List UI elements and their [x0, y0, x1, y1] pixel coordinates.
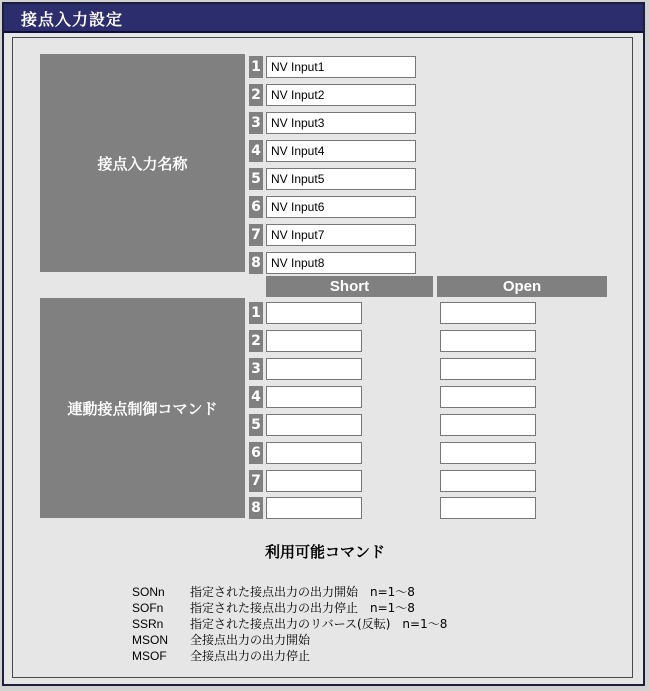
command-row-number: 8 [249, 497, 263, 519]
input-name-field-6[interactable] [266, 196, 416, 218]
input-name-field-1[interactable] [266, 56, 416, 78]
short-command-field-4[interactable] [266, 386, 362, 408]
input-name-number: 6 [249, 196, 263, 218]
input-name-label: 接点入力名称 [40, 54, 245, 272]
command-row-number: 2 [249, 330, 263, 352]
command-row-number: 4 [249, 386, 263, 408]
command-code: MSOF [132, 649, 167, 663]
command-description: 全接点出力の出力停止 [190, 649, 311, 663]
open-command-field-2[interactable] [440, 330, 536, 352]
command-help-row [132, 615, 447, 632]
available-commands-title: 利用可能コマンド [264, 543, 385, 561]
short-command-field-1[interactable] [266, 302, 362, 324]
input-name-number: 1 [249, 56, 263, 78]
linked-command-label: 連動接点制御コマンド [40, 298, 245, 518]
command-row-number: 3 [249, 358, 263, 380]
command-code: SOFn [132, 601, 164, 615]
input-name-field-2[interactable] [266, 84, 416, 106]
short-command-field-3[interactable] [266, 358, 362, 380]
input-name-number: 7 [249, 224, 263, 246]
open-column-header: Open [437, 276, 607, 297]
command-code: MSON [132, 633, 168, 647]
command-description: 全接点出力の出力開始 [190, 633, 311, 647]
input-name-field-3[interactable] [266, 112, 416, 134]
command-help-row [132, 583, 415, 600]
command-help-row [132, 599, 415, 616]
panel-title: 接点入力設定 [21, 10, 124, 29]
input-name-number: 8 [249, 252, 263, 274]
open-command-field-1[interactable] [440, 302, 536, 324]
open-command-field-4[interactable] [440, 386, 536, 408]
command-description: 指定された接点出力の出力開始 n=1～8 [190, 585, 415, 599]
command-help-row [132, 631, 310, 648]
open-command-field-5[interactable] [440, 414, 536, 436]
command-row-number: 7 [249, 470, 263, 492]
input-name-number: 3 [249, 112, 263, 134]
short-command-field-5[interactable] [266, 414, 362, 436]
input-name-field-5[interactable] [266, 168, 416, 190]
command-code: SONn [132, 585, 165, 599]
short-command-field-2[interactable] [266, 330, 362, 352]
command-code: SSRn [132, 617, 164, 631]
short-command-field-6[interactable] [266, 442, 362, 464]
short-command-field-8[interactable] [266, 497, 362, 519]
input-name-number: 4 [249, 140, 263, 162]
input-name-number: 5 [249, 168, 263, 190]
command-help-row [132, 647, 310, 664]
command-row-number: 1 [249, 302, 263, 324]
input-name-number: 2 [249, 84, 263, 106]
input-name-field-4[interactable] [266, 140, 416, 162]
short-command-field-7[interactable] [266, 470, 362, 492]
title-bar [4, 4, 643, 33]
command-description: 指定された接点出力のリバース(反転) n=1～8 [190, 617, 448, 631]
short-column-header: Short [266, 276, 433, 297]
command-row-number: 6 [249, 442, 263, 464]
open-command-field-8[interactable] [440, 497, 536, 519]
input-name-field-7[interactable] [266, 224, 416, 246]
command-description: 指定された接点出力の出力停止 n=1～8 [190, 601, 415, 615]
open-command-field-6[interactable] [440, 442, 536, 464]
input-name-field-8[interactable] [266, 252, 416, 274]
command-row-number: 5 [249, 414, 263, 436]
open-command-field-7[interactable] [440, 470, 536, 492]
open-command-field-3[interactable] [440, 358, 536, 380]
